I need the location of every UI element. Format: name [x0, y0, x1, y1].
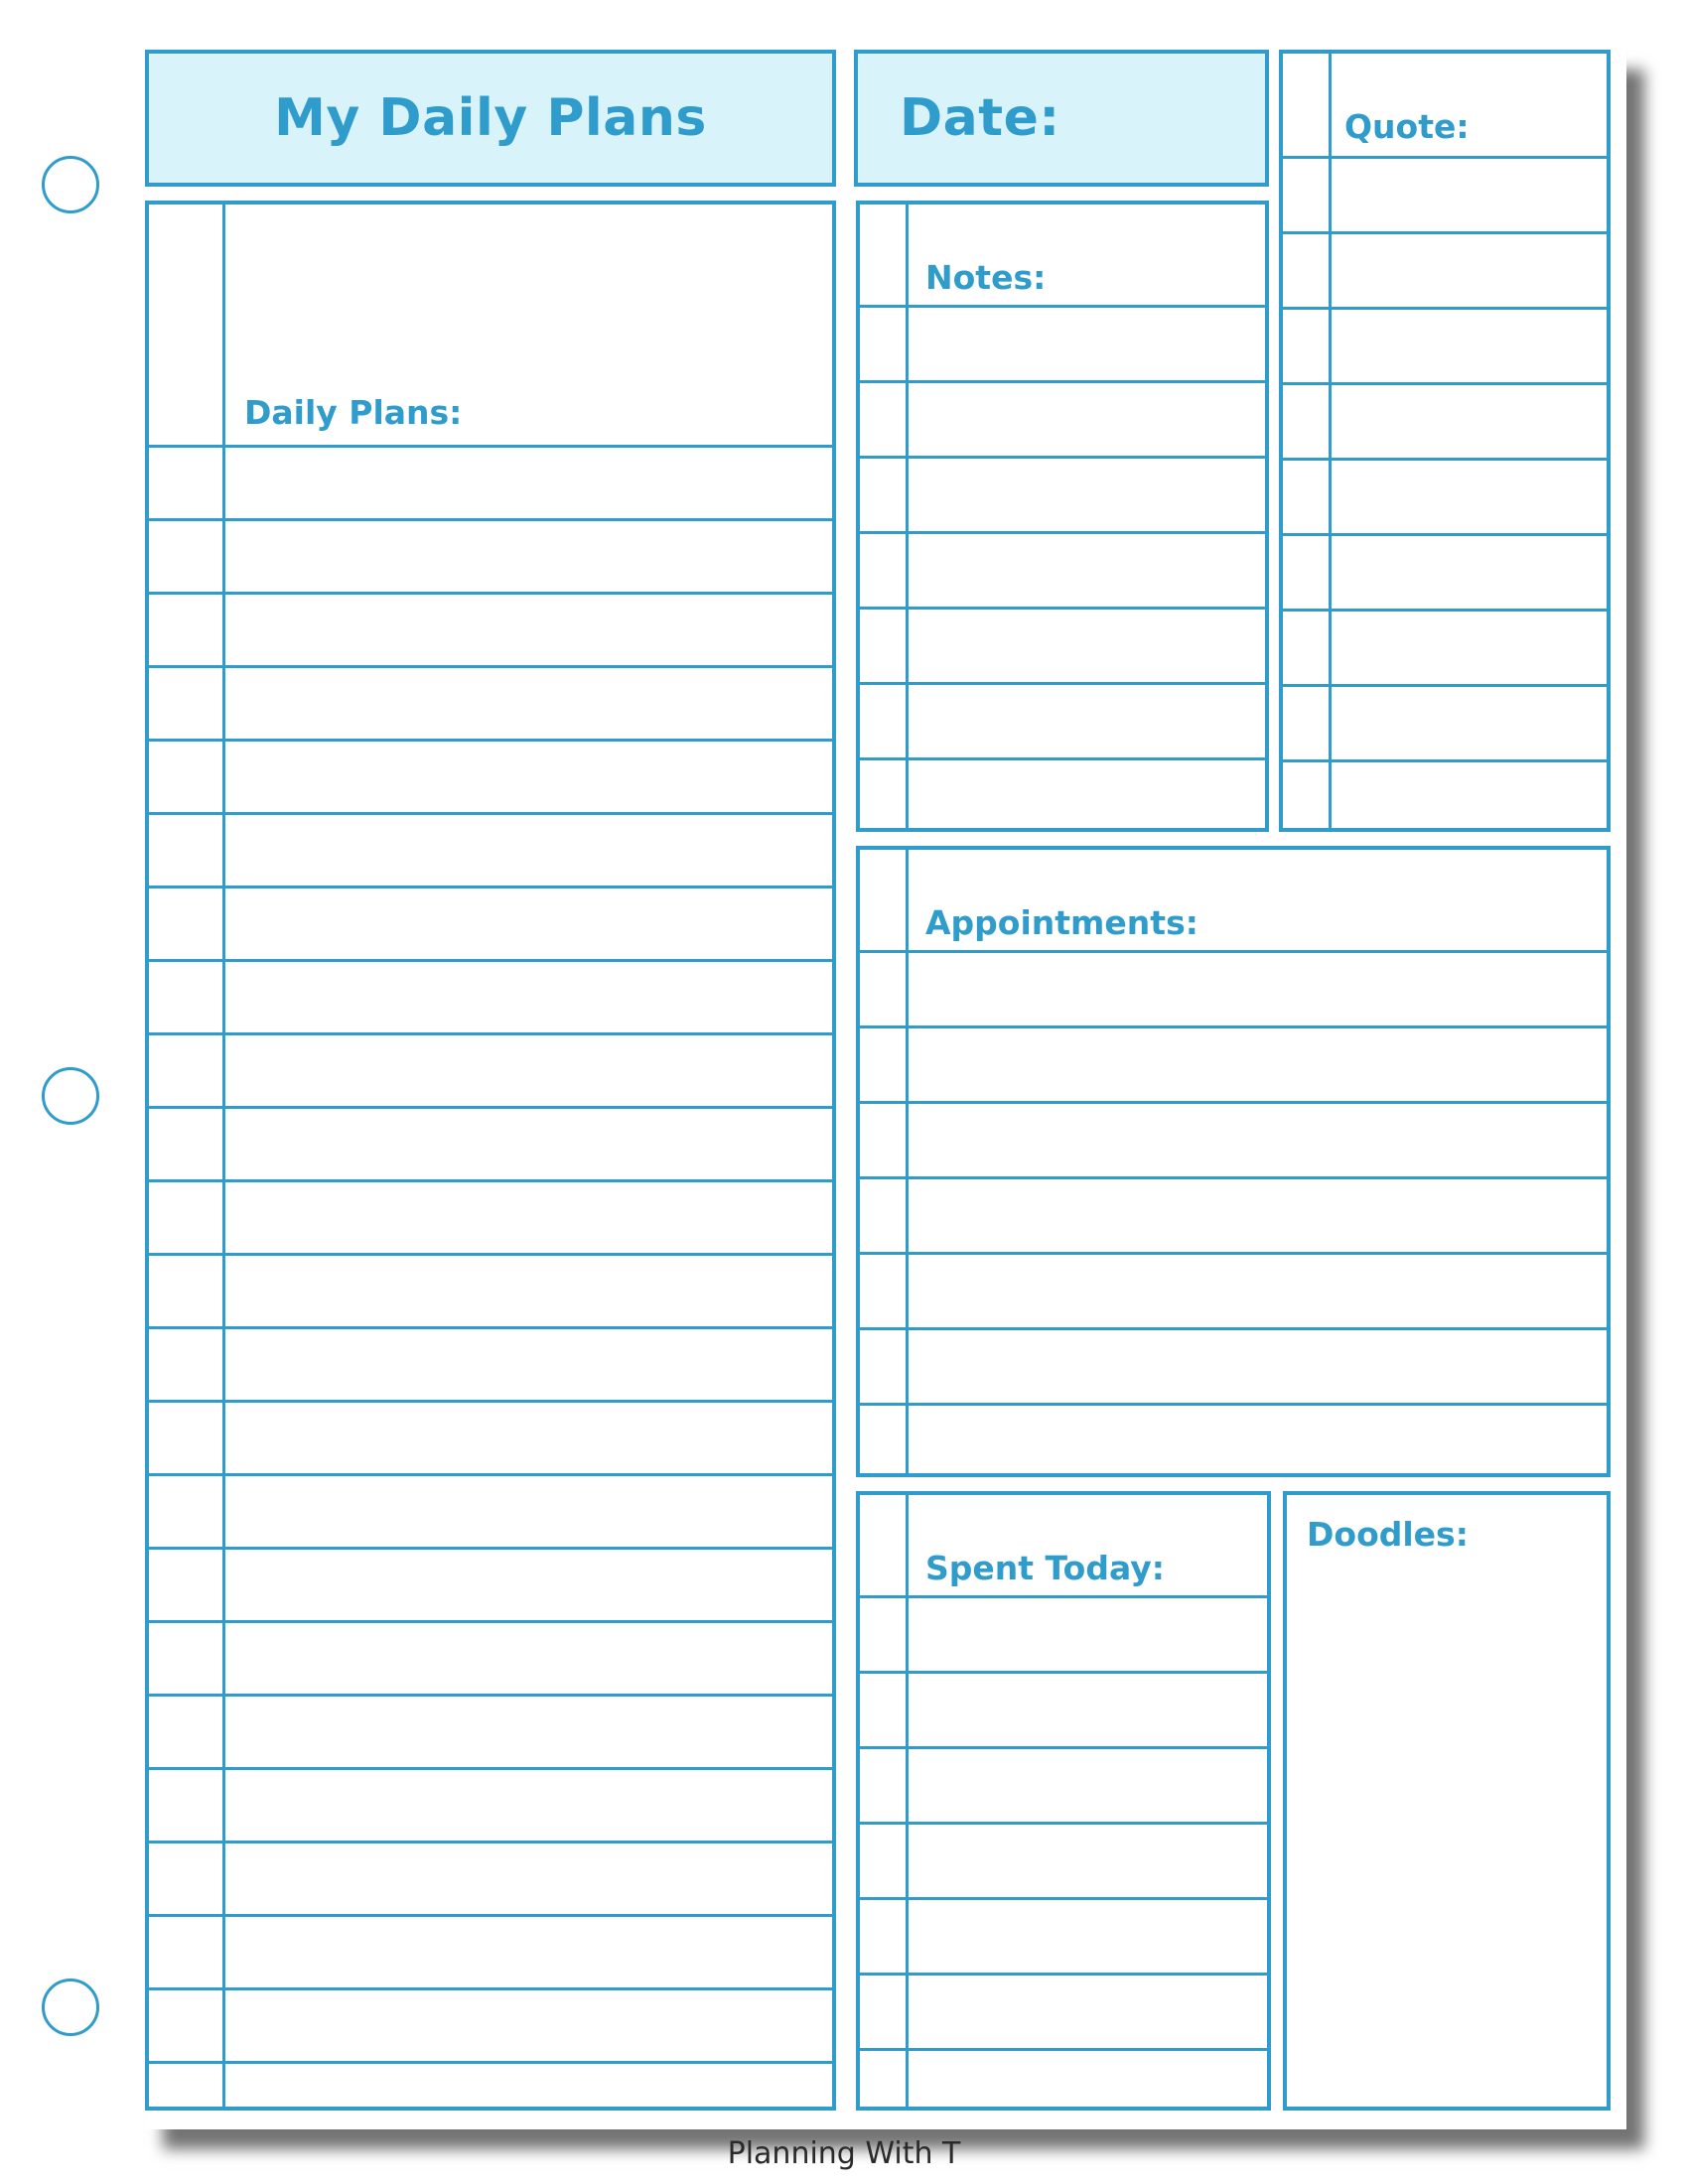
plan-line: [149, 592, 832, 595]
plan-line: [149, 812, 832, 815]
quote-line: [1283, 533, 1607, 536]
daily-plans-section: [145, 201, 836, 2111]
daily-plans-label: Daily Plans:: [244, 393, 463, 432]
notes-line: [860, 607, 1265, 610]
notes-line: [860, 305, 1265, 308]
quote-line: [1283, 231, 1607, 234]
plan-line: [149, 1767, 832, 1770]
spent-today-section: [856, 1491, 1271, 2111]
notes-label: Notes:: [925, 258, 1047, 297]
binder-hole-middle: [42, 1067, 99, 1125]
quote-margin-line: [1329, 54, 1332, 828]
plan-line: [149, 445, 832, 448]
quote-label: Quote:: [1344, 107, 1470, 146]
spent-today-label: Spent Today:: [925, 1549, 1165, 1587]
spent-line: [860, 1897, 1267, 1900]
page-title: My Daily Plans: [274, 88, 707, 148]
notes-margin-line: [906, 205, 909, 828]
spent-today-margin-line: [906, 1495, 909, 2107]
footer-credit: Planning With T: [727, 2136, 961, 2171]
quote-line: [1283, 684, 1607, 687]
quote-line: [1283, 307, 1607, 310]
spent-line: [860, 1973, 1267, 1976]
date-box: [854, 50, 1269, 187]
doodles-label: Doodles:: [1307, 1515, 1469, 1554]
plan-line: [149, 1032, 832, 1035]
date-label: Date:: [900, 88, 1060, 148]
plan-line: [149, 1106, 832, 1109]
spent-line: [860, 1746, 1267, 1749]
plan-line: [149, 665, 832, 668]
appointments-margin-line: [906, 850, 909, 1473]
appointment-line: [860, 1252, 1607, 1255]
spent-line: [860, 1595, 1267, 1598]
plan-line: [149, 518, 832, 521]
quote-line: [1283, 382, 1607, 385]
quote-line: [1283, 458, 1607, 461]
spent-line: [860, 1822, 1267, 1825]
quote-line: [1283, 156, 1607, 159]
plan-line: [149, 1473, 832, 1476]
plan-line: [149, 1400, 832, 1403]
spent-line: [860, 1671, 1267, 1674]
appointments-label: Appointments:: [925, 903, 1198, 942]
appointment-line: [860, 1101, 1607, 1104]
quote-line: [1283, 759, 1607, 762]
plan-line: [149, 1841, 832, 1843]
notes-line: [860, 682, 1265, 685]
plan-line: [149, 1253, 832, 1256]
appointment-line: [860, 1403, 1607, 1406]
notes-line: [860, 757, 1265, 760]
quote-line: [1283, 609, 1607, 612]
quote-section: [1279, 50, 1611, 832]
plan-line: [149, 1620, 832, 1623]
plan-line: [149, 1547, 832, 1550]
appointment-line: [860, 1327, 1607, 1330]
notes-line: [860, 456, 1265, 459]
plan-line: [149, 739, 832, 742]
doodles-section: [1283, 1491, 1611, 2111]
appointments-section: [856, 846, 1611, 1477]
title-box: [145, 50, 836, 187]
plan-line: [149, 1326, 832, 1329]
plan-line: [149, 1179, 832, 1182]
plan-line: [149, 1914, 832, 1917]
notes-line: [860, 380, 1265, 383]
plan-line: [149, 886, 832, 888]
notes-line: [860, 531, 1265, 534]
notes-section: [856, 201, 1269, 832]
plan-line: [149, 1694, 832, 1697]
binder-hole-bottom: [42, 1979, 99, 2036]
plan-line: [149, 959, 832, 962]
plan-line: [149, 1987, 832, 1990]
appointment-line: [860, 1176, 1607, 1179]
plan-line: [149, 2061, 832, 2064]
spent-line: [860, 2048, 1267, 2051]
binder-hole-top: [42, 156, 99, 213]
appointment-line: [860, 950, 1607, 953]
appointment-line: [860, 1025, 1607, 1028]
daily-plans-margin-line: [222, 205, 225, 2107]
